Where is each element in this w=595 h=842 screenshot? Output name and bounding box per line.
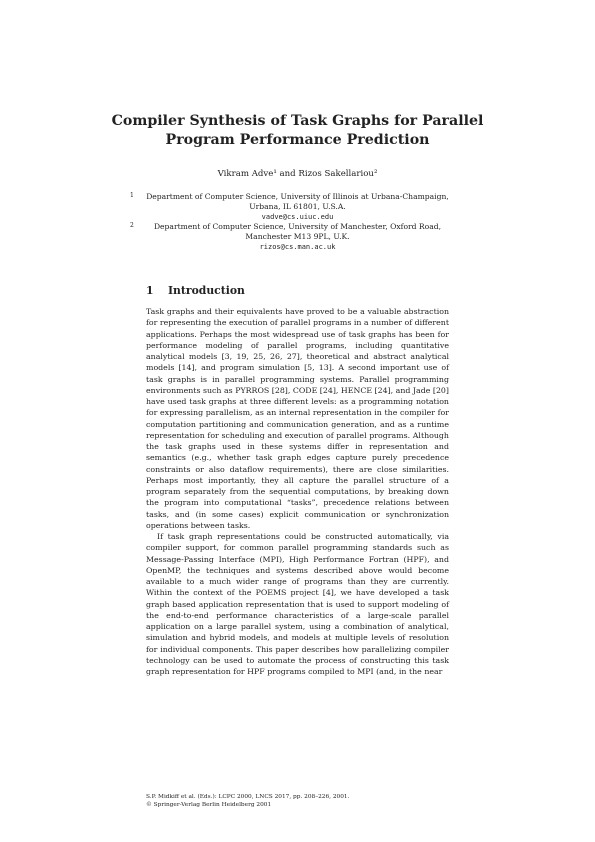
- affiliation-2: [130, 222, 465, 252]
- section-number: 1: [146, 284, 154, 297]
- footer-copyright: © Springer-Verlag Berlin Heidelberg 2001: [146, 802, 272, 808]
- paragraph: If task graph representations could be constructed automatically, via compiler support, for common parallel programming standards such as Message-Passing Interface (MPI), High Performance Fortran (HPF), and OpenMP, the techniques and systems described above would become available to a much wider range of programs than they are currently. Within the context of the POEMS project [4], we have developed a task graph based application representation that is used to support modeling of the end-to-end performance characteristics of a large-scale parallel application on a large parallel system, using a combination of analytical, simulation and hybrid models, and models at multiple levels of resolution for individual components. This paper describes how parallelizing compiler technology can be used to automate the process of constructing this task graph representation for HPF programs compiled to MPI (and, in the near: [146, 532, 449, 676]
- affiliation-line: Manchester M13 9PL, U.K.: [245, 232, 350, 241]
- footer-citation: S.P. Midkiff et al. (Eds.): LCPC 2000, LNCS 2017, pp. 208–226, 2001.: [146, 794, 350, 800]
- affiliation-line: Urbana, IL 61801, U.S.A.: [249, 202, 346, 211]
- affiliation-1: [130, 192, 465, 222]
- affiliation-line: Department of Computer Science, University of Illinois at Urbana-Champaign,: [146, 192, 449, 201]
- publication-footer: [146, 793, 349, 809]
- affiliation-line: Department of Computer Science, University of Manchester, Oxford Road,: [153, 222, 442, 231]
- section-body: [146, 306, 449, 677]
- author-list: Vikram Adve¹ and Rizos Sakellariou²: [217, 169, 378, 179]
- affiliations: [130, 192, 465, 252]
- section-heading: [146, 284, 245, 297]
- affiliation-marker: 2: [130, 222, 134, 229]
- paragraph: Task graphs and their equivalents have proved to be a valuable abstraction for representing the execution of parallel programs in a number of different applications. Perhaps the most widespread use of task graphs has been for performance modeling of parallel programs, including quantitative analytical models [3, 19, 25, 26, 27], theoretical and abstract analytical models [14], and program simulation [5, 13]. A second important use of task graphs is in parallel programming systems. Parallel programming environments such as PYRROS [28], CODE [24], HENCE [24], and Jade [20] have used task graphs at three different levels: as a programming notation for expressing parallelism, as an internal representation in the compiler for computation partitioning and communication generation, and as a runtime representation for scheduling and execution of parallel programs. Although the task graphs used in these systems differ in representation and semantics (e.g., whether task graph edges capture purely precedence constraints or also dataflow requirements), there are close similarities. Perhaps most importantly, they all capture the parallel structure of a program separately from the sequential computations, by breaking down the program into computational “tasks”, precedence relations between tasks, and (in some cases) explicit communication or synchronization operations between tasks.: [146, 307, 449, 530]
- author-email: rizos@cs.man.ac.uk: [259, 243, 336, 251]
- paper-title: Compiler Synthesis of Task Graphs for Parallel Program Performance Prediction: [111, 113, 484, 148]
- affiliation-marker: 1: [130, 192, 134, 199]
- section-title: Introduction: [168, 284, 245, 297]
- author-email: vadve@cs.uiuc.edu: [261, 213, 334, 221]
